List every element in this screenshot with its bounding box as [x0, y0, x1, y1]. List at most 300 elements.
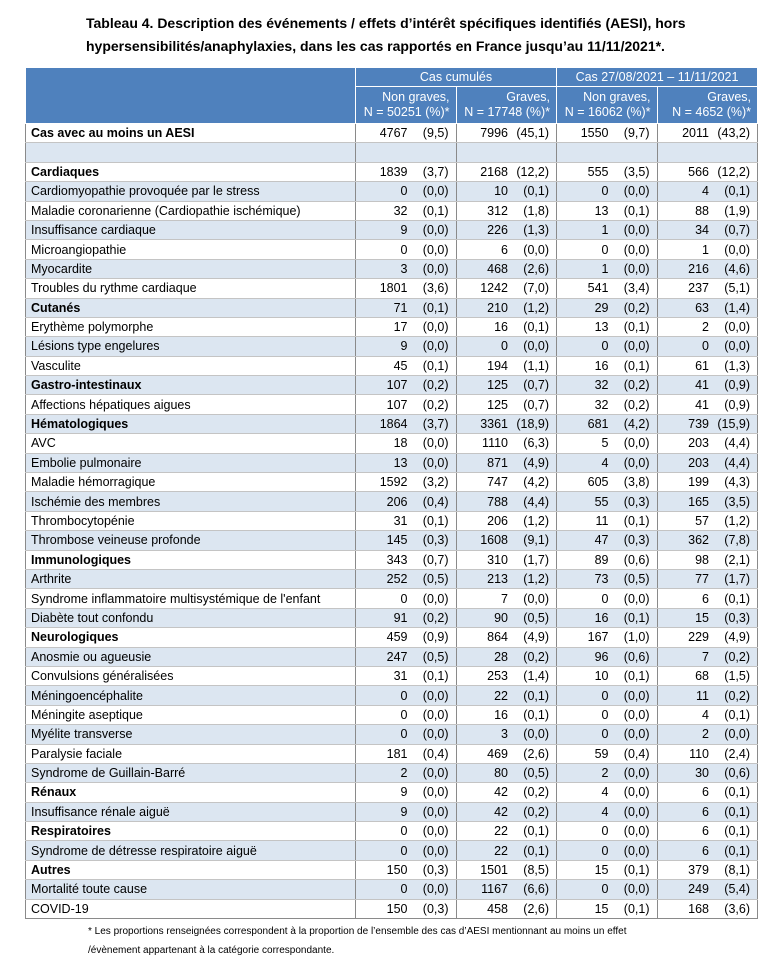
percent-cell: (0,9): [713, 395, 758, 414]
row-label: Diabète tout confondu: [26, 608, 356, 627]
count-cell: 90: [456, 608, 512, 627]
percent-cell: (0,0): [713, 317, 758, 336]
count-cell: 1550: [557, 124, 613, 143]
table-row: [26, 763, 758, 782]
percent-cell: (2,4): [713, 744, 758, 763]
count-cell: 0: [356, 686, 412, 705]
count-cell: 13: [356, 453, 412, 472]
percent-cell: (0,1): [512, 182, 557, 201]
count-cell: 864: [456, 628, 512, 647]
count-cell: 150: [356, 860, 412, 879]
count-cell: 2168: [456, 162, 512, 181]
percent-cell: (0,9): [412, 628, 457, 647]
percent-cell: (0,1): [412, 298, 457, 317]
percent-cell: (0,0): [613, 453, 658, 472]
count-cell: 0: [557, 182, 613, 201]
count-cell: 96: [557, 647, 613, 666]
count-cell: 362: [657, 531, 713, 550]
category-row: [26, 414, 758, 433]
count-cell: 13: [557, 317, 613, 336]
percent-cell: (3,8): [613, 473, 658, 492]
count-cell: 107: [356, 376, 412, 395]
row-label: Cutanés: [26, 298, 356, 317]
table-row: [26, 201, 758, 220]
percent-cell: (0,1): [713, 589, 758, 608]
percent-cell: (3,2): [412, 473, 457, 492]
count-cell: 0: [356, 240, 412, 259]
percent-cell: (7,0): [512, 279, 557, 298]
count-cell: 22: [456, 686, 512, 705]
percent-cell: (0,9): [713, 376, 758, 395]
percent-cell: (0,3): [613, 531, 658, 550]
count-cell: 199: [657, 473, 713, 492]
table-row: [26, 531, 758, 550]
percent-cell: (0,1): [613, 356, 658, 375]
percent-cell: (0,1): [613, 317, 658, 336]
table-title-line-1: Tableau 4. Description des événements / effets d’intérêt spécifiques identifiés (AESI), hors: [86, 15, 686, 31]
percent-cell: (43,2): [713, 124, 758, 143]
count-cell: 1110: [456, 434, 512, 453]
count-cell: 252: [356, 569, 412, 588]
percent-cell: (0,2): [412, 608, 457, 627]
table-row: [26, 569, 758, 588]
count-cell: 788: [456, 492, 512, 511]
column-header-line: Non graves,: [382, 90, 450, 104]
row-label: Immunologiques: [26, 550, 356, 569]
count-cell: 10: [557, 666, 613, 685]
count-cell: 28: [456, 647, 512, 666]
count-cell: 216: [657, 259, 713, 278]
count-cell: 4767: [356, 124, 412, 143]
table-row: [26, 511, 758, 530]
percent-cell: (0,5): [412, 569, 457, 588]
spacer-row: [26, 143, 758, 162]
percent-cell: (0,2): [412, 395, 457, 414]
percent-cell: (0,0): [613, 337, 658, 356]
count-cell: 343: [356, 550, 412, 569]
percent-cell: (3,6): [412, 279, 457, 298]
percent-cell: (0,3): [412, 531, 457, 550]
percent-cell: (18,9): [512, 414, 557, 433]
count-cell: 88: [657, 201, 713, 220]
row-label: Ischémie des membres: [26, 492, 356, 511]
count-cell: 7: [657, 647, 713, 666]
count-cell: 30: [657, 763, 713, 782]
count-cell: 312: [456, 201, 512, 220]
count-cell: 57: [657, 511, 713, 530]
category-row: [26, 822, 758, 841]
count-cell: 3: [356, 259, 412, 278]
row-label: Myélite transverse: [26, 725, 356, 744]
count-cell: 0: [557, 822, 613, 841]
table-row: [26, 744, 758, 763]
percent-cell: (0,1): [613, 201, 658, 220]
category-row: [26, 162, 758, 181]
count-cell: 110: [657, 744, 713, 763]
count-cell: 310: [456, 550, 512, 569]
count-cell: 0: [557, 880, 613, 899]
count-cell: 9: [356, 802, 412, 821]
table-row: [26, 317, 758, 336]
percent-cell: (0,0): [613, 802, 658, 821]
table-row: [26, 220, 758, 239]
count-cell: 0: [356, 822, 412, 841]
count-cell: 605: [557, 473, 613, 492]
count-cell: 31: [356, 666, 412, 685]
percent-cell: (0,0): [412, 705, 457, 724]
count-cell: 0: [557, 725, 613, 744]
percent-cell: (3,5): [613, 162, 658, 181]
percent-cell: (6,6): [512, 880, 557, 899]
count-cell: 1608: [456, 531, 512, 550]
count-cell: 0: [557, 686, 613, 705]
percent-cell: (1,3): [713, 356, 758, 375]
row-label: Rénaux: [26, 783, 356, 802]
count-cell: 89: [557, 550, 613, 569]
count-cell: 2: [356, 763, 412, 782]
category-row: [26, 860, 758, 879]
percent-cell: (0,0): [412, 725, 457, 744]
percent-cell: (1,1): [512, 356, 557, 375]
row-label: Vasculite: [26, 356, 356, 375]
row-label: Insuffisance rénale aiguë: [26, 802, 356, 821]
percent-cell: (4,4): [713, 453, 758, 472]
row-label: Embolie pulmonaire: [26, 453, 356, 472]
count-cell: 213: [456, 569, 512, 588]
row-label: Affections hépatiques aigues: [26, 395, 356, 414]
count-cell: 41: [657, 395, 713, 414]
percent-cell: (0,1): [713, 783, 758, 802]
percent-cell: (1,7): [713, 569, 758, 588]
percent-cell: (3,4): [613, 279, 658, 298]
row-label: Thrombocytopénie: [26, 511, 356, 530]
count-cell: 0: [557, 337, 613, 356]
percent-cell: (0,0): [613, 240, 658, 259]
count-cell: 3361: [456, 414, 512, 433]
percent-cell: (0,0): [613, 434, 658, 453]
category-row: [26, 550, 758, 569]
count-cell: 15: [557, 899, 613, 918]
percent-cell: (0,0): [412, 880, 457, 899]
percent-cell: (0,0): [713, 240, 758, 259]
count-cell: [356, 143, 412, 162]
percent-cell: (0,4): [613, 744, 658, 763]
count-cell: 226: [456, 220, 512, 239]
row-label: Insuffisance cardiaque: [26, 220, 356, 239]
percent-cell: (4,6): [713, 259, 758, 278]
percent-cell: (2,6): [512, 899, 557, 918]
count-cell: 0: [657, 337, 713, 356]
percent-cell: (0,0): [412, 453, 457, 472]
percent-cell: (0,2): [613, 298, 658, 317]
percent-cell: [512, 143, 557, 162]
count-cell: 4: [657, 705, 713, 724]
count-cell: 0: [356, 841, 412, 860]
count-cell: 0: [356, 725, 412, 744]
percent-cell: (1,2): [512, 298, 557, 317]
row-label: Cardiaques: [26, 162, 356, 181]
row-label: AVC: [26, 434, 356, 453]
row-label: Cas avec au moins un AESI: [26, 124, 356, 143]
row-label: Lésions type engelures: [26, 337, 356, 356]
count-cell: 0: [456, 337, 512, 356]
count-cell: 11: [557, 511, 613, 530]
row-label: Anosmie ou agueusie: [26, 647, 356, 666]
row-label: Troubles du rythme cardiaque: [26, 279, 356, 298]
count-cell: 566: [657, 162, 713, 181]
count-cell: 9: [356, 337, 412, 356]
count-cell: 125: [456, 376, 512, 395]
percent-cell: (0,2): [512, 647, 557, 666]
aesi-table: [25, 67, 758, 919]
column-header-line: N = 17748 (%)*: [464, 105, 550, 119]
column-header-line: N = 50251 (%)*: [363, 105, 450, 119]
percent-cell: (0,0): [613, 589, 658, 608]
count-cell: 0: [557, 841, 613, 860]
count-cell: 2: [557, 763, 613, 782]
count-cell: 4: [657, 182, 713, 201]
percent-cell: (0,1): [613, 860, 658, 879]
category-row: [26, 783, 758, 802]
table-row: [26, 453, 758, 472]
percent-cell: (0,0): [412, 822, 457, 841]
table-row: [26, 240, 758, 259]
percent-cell: (0,1): [613, 608, 658, 627]
count-cell: 6: [657, 822, 713, 841]
row-label: [26, 143, 356, 162]
count-cell: 6: [657, 802, 713, 821]
count-cell: 0: [557, 589, 613, 608]
table-row: [26, 841, 758, 860]
percent-cell: [713, 143, 758, 162]
count-cell: 247: [356, 647, 412, 666]
count-cell: 47: [557, 531, 613, 550]
count-cell: 2: [657, 317, 713, 336]
percent-cell: (0,7): [713, 220, 758, 239]
count-cell: 6: [657, 841, 713, 860]
percent-cell: (0,1): [613, 666, 658, 685]
percent-cell: (0,2): [412, 376, 457, 395]
percent-cell: (0,1): [412, 356, 457, 375]
percent-cell: (1,3): [512, 220, 557, 239]
table-row: [26, 686, 758, 705]
percent-cell: (0,1): [613, 899, 658, 918]
count-cell: 1: [557, 259, 613, 278]
table-row: [26, 725, 758, 744]
percent-cell: (0,0): [613, 763, 658, 782]
count-cell: 10: [456, 182, 512, 201]
count-cell: 1: [657, 240, 713, 259]
footnote-line-2: /évènement appartenant à la catégorie correspondante.: [88, 945, 335, 957]
table-row: [26, 182, 758, 201]
percent-cell: (1,8): [512, 201, 557, 220]
column-header-line: N = 16062 (%)*: [564, 105, 651, 119]
percent-cell: (0,2): [613, 395, 658, 414]
percent-cell: (5,4): [713, 880, 758, 899]
row-label: Thrombose veineuse profonde: [26, 531, 356, 550]
count-cell: 91: [356, 608, 412, 627]
row-label: Erythème polymorphe: [26, 317, 356, 336]
table-row: [26, 666, 758, 685]
percent-cell: (4,4): [713, 434, 758, 453]
count-cell: 6: [456, 240, 512, 259]
percent-cell: (1,5): [713, 666, 758, 685]
percent-cell: (0,4): [412, 744, 457, 763]
percent-cell: (0,0): [512, 725, 557, 744]
count-cell: 249: [657, 880, 713, 899]
percent-cell: (1,0): [613, 628, 658, 647]
row-label: Cardiomyopathie provoquée par le stress: [26, 182, 356, 201]
count-cell: 16: [456, 705, 512, 724]
count-cell: 206: [456, 511, 512, 530]
column-header-cumulative-non-serious: [356, 87, 457, 124]
count-cell: 203: [657, 434, 713, 453]
count-cell: 63: [657, 298, 713, 317]
count-cell: 229: [657, 628, 713, 647]
percent-cell: (3,5): [713, 492, 758, 511]
table-row: [26, 259, 758, 278]
percent-cell: (9,7): [613, 124, 658, 143]
percent-cell: (15,9): [713, 414, 758, 433]
count-cell: 71: [356, 298, 412, 317]
footnote-line-1: * Les proportions renseignées correspondent à la proportion de l’ensemble des cas d’AESI mentionnant au moins un effet: [88, 926, 627, 938]
row-label: Syndrome de détresse respiratoire aiguë: [26, 841, 356, 860]
row-label: Hématologiques: [26, 414, 356, 433]
percent-cell: (0,0): [412, 220, 457, 239]
count-cell: 681: [557, 414, 613, 433]
count-cell: 4: [557, 802, 613, 821]
column-header-line: N = 4652 (%)*: [672, 105, 751, 119]
percent-cell: (2,6): [512, 259, 557, 278]
percent-cell: (45,1): [512, 124, 557, 143]
count-cell: 5: [557, 434, 613, 453]
percent-cell: (0,1): [512, 822, 557, 841]
group-header-period: Cas 27/08/2021 – 11/11/2021: [557, 68, 758, 87]
table-row: [26, 395, 758, 414]
percent-cell: (0,2): [713, 686, 758, 705]
percent-cell: [613, 143, 658, 162]
count-cell: 1501: [456, 860, 512, 879]
row-label: Respiratoires: [26, 822, 356, 841]
count-cell: 107: [356, 395, 412, 414]
percent-cell: (0,0): [613, 725, 658, 744]
percent-cell: (0,2): [512, 802, 557, 821]
count-cell: 747: [456, 473, 512, 492]
percent-cell: (0,2): [613, 376, 658, 395]
percent-cell: (0,0): [613, 220, 658, 239]
count-cell: 1167: [456, 880, 512, 899]
count-cell: 31: [356, 511, 412, 530]
percent-cell: (0,7): [512, 395, 557, 414]
count-cell: 9: [356, 783, 412, 802]
percent-cell: (0,2): [713, 647, 758, 666]
table-body: [26, 124, 758, 919]
table-row: [26, 337, 758, 356]
count-cell: 0: [557, 240, 613, 259]
row-label: Arthrite: [26, 569, 356, 588]
percent-cell: (1,2): [512, 511, 557, 530]
table-row: [26, 589, 758, 608]
percent-cell: (0,0): [412, 259, 457, 278]
column-header-period-non-serious: [557, 87, 658, 124]
count-cell: 145: [356, 531, 412, 550]
percent-cell: (0,1): [512, 686, 557, 705]
percent-cell: (0,0): [613, 182, 658, 201]
column-header-line: Non graves,: [583, 90, 651, 104]
count-cell: 13: [557, 201, 613, 220]
table-title: [86, 0, 781, 58]
percent-cell: (0,5): [512, 763, 557, 782]
percent-cell: (8,1): [713, 860, 758, 879]
count-cell: 32: [557, 395, 613, 414]
count-cell: 0: [356, 880, 412, 899]
percent-cell: (0,0): [412, 589, 457, 608]
row-label: Autres: [26, 860, 356, 879]
percent-cell: (0,0): [713, 337, 758, 356]
count-cell: 73: [557, 569, 613, 588]
percent-cell: (6,3): [512, 434, 557, 453]
count-cell: 6: [657, 589, 713, 608]
category-row: [26, 298, 758, 317]
count-cell: 0: [356, 589, 412, 608]
count-cell: 32: [356, 201, 412, 220]
count-cell: 6: [657, 783, 713, 802]
count-cell: 18: [356, 434, 412, 453]
percent-cell: (0,0): [613, 705, 658, 724]
count-cell: 1: [557, 220, 613, 239]
count-cell: 468: [456, 259, 512, 278]
percent-cell: (0,4): [412, 492, 457, 511]
percent-cell: (0,6): [613, 647, 658, 666]
row-label: Maladie hémorragique: [26, 473, 356, 492]
count-cell: 379: [657, 860, 713, 879]
percent-cell: (0,1): [512, 317, 557, 336]
percent-cell: (3,7): [412, 162, 457, 181]
percent-cell: (0,0): [412, 686, 457, 705]
percent-cell: (0,0): [412, 802, 457, 821]
footnote: [88, 922, 781, 960]
percent-cell: (0,5): [613, 569, 658, 588]
count-cell: 17: [356, 317, 412, 336]
percent-cell: (0,0): [412, 434, 457, 453]
count-cell: 459: [356, 628, 412, 647]
percent-cell: (0,0): [512, 589, 557, 608]
count-cell: 168: [657, 899, 713, 918]
count-cell: 55: [557, 492, 613, 511]
count-cell: 32: [557, 376, 613, 395]
percent-cell: (0,0): [512, 337, 557, 356]
percent-cell: (0,1): [412, 201, 457, 220]
percent-cell: (4,3): [713, 473, 758, 492]
count-cell: 4: [557, 453, 613, 472]
percent-cell: (0,0): [512, 240, 557, 259]
percent-cell: (0,0): [613, 259, 658, 278]
percent-cell: (0,3): [412, 860, 457, 879]
count-cell: 61: [657, 356, 713, 375]
table-row: [26, 473, 758, 492]
table-row: [26, 705, 758, 724]
percent-cell: (0,0): [613, 880, 658, 899]
count-cell: 165: [657, 492, 713, 511]
row-label: COVID-19: [26, 899, 356, 918]
count-cell: 150: [356, 899, 412, 918]
percent-cell: [412, 143, 457, 162]
row-label: Méningite aseptique: [26, 705, 356, 724]
percent-cell: (2,1): [713, 550, 758, 569]
group-header-cumulative: Cas cumulés: [356, 68, 557, 87]
percent-cell: (9,1): [512, 531, 557, 550]
category-row: [26, 376, 758, 395]
